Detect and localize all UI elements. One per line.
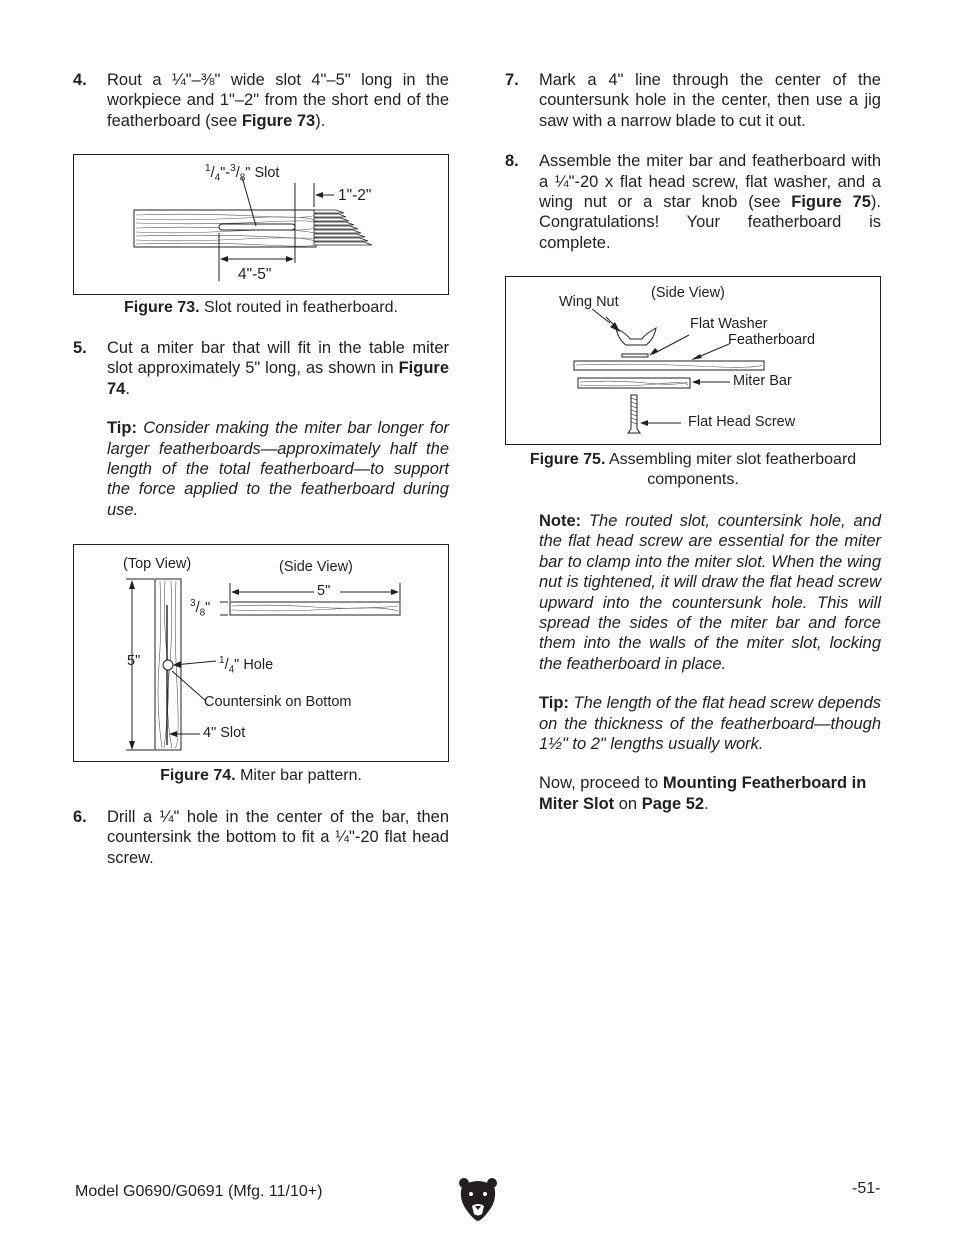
step-4: 4. Rout a ¼"–⅜" wide slot 4"–5" long in the workpiece and 1"–2" from the short end of the featherboard (see Figure 73). [73, 71, 449, 130]
note-label: Note: [539, 512, 582, 530]
hole-label: $^1/_4$" Hole [219, 655, 274, 676]
left-column-middle [73, 338, 449, 520]
slot-label: $^1/_4"-^3/_8$" Slot [205, 163, 280, 184]
tip-paragraph: Tip: Consider making the miter bar longer for larger featherboards—approximately half the length of the total featherboard—to support the force applied to the featherboard during use. [107, 419, 449, 519]
figure-reference: Figure 73 [241, 111, 316, 130]
side-view-label: (Side View) [651, 285, 725, 301]
figure-73 [73, 154, 449, 295]
step-number: 5. [73, 339, 87, 357]
thickness-label: $^3/_8$" [190, 598, 211, 619]
step-8: 8. Assemble the miter bar and featherboard with a ¼"-20 x flat head screw, flat washer, and a wing nut or a star knob (see Figure 75). Congratulations! Your featherboard is complete. [505, 152, 882, 252]
miter-bar-label: Miter Bar [733, 373, 792, 389]
figure-reference: Figure 75 [791, 193, 871, 212]
side-length-label: 5" [317, 583, 331, 599]
step-number: 4. [73, 71, 87, 89]
step-number: 8. [505, 152, 519, 171]
figure-73-caption: Figure 73. Slot routed in featherboard. [124, 299, 398, 316]
step-number: 6. [73, 808, 87, 826]
proceed-paragraph: Now, proceed to Mounting Featherboard in Miter Slot on Page 52. [539, 774, 867, 813]
figure-75 [505, 276, 881, 445]
length-label: 4"-5" [238, 266, 272, 283]
screw-label: Flat Head Screw [688, 414, 796, 430]
figure-74 [73, 544, 449, 762]
note-paragraph: Note: The routed slot, countersink hole, and the flat head screw are essential for the miter bar to clamp into the miter slot. When the wing nut is tightened, it will draw the flat head screw upward into the countersunk hole. This will spread the sides of the miter bar and force them into the walls of the miter slot, locking the featherboard in place. [539, 512, 881, 673]
page-number: -51- [852, 1180, 881, 1197]
right-column-bottom [505, 511, 881, 814]
tip-label: Tip: [107, 419, 137, 438]
countersink-label: Countersink on Bottom [204, 694, 352, 710]
page-link[interactable]: Page 52 [641, 794, 705, 813]
step-number: 7. [505, 71, 519, 89]
figure-75-caption: Figure 75. Assembling miter slot featherboard components. [529, 451, 857, 488]
bear-logo [458, 1176, 498, 1222]
right-column [505, 70, 881, 253]
side-view-label: (Side View) [279, 559, 353, 575]
left-column [73, 70, 449, 131]
footer-model: Model G0690/G0691 (Mfg. 11/10+) [75, 1183, 323, 1200]
figure-reference: Figure 74 [107, 359, 449, 398]
wing-nut-label: Wing Nut [559, 294, 619, 310]
top-view-label: (Top View) [123, 556, 192, 572]
featherboard-label: Featherboard [728, 332, 816, 348]
step-5: 5. Cut a miter bar that will fit in the table miter slot approximately 5" long, as shown in Figure 74. [73, 339, 449, 398]
distance-label: 1"-2" [338, 187, 372, 204]
flat-washer-label: Flat Washer [690, 316, 768, 332]
left-column-bottom [73, 807, 449, 868]
tip-label: Tip: [539, 694, 569, 713]
step-6: 6. Drill a ¼" hole in the center of the bar, then countersink the bottom to fit a ¼"-20 flat head screw. [73, 808, 449, 867]
section-link[interactable]: Mounting Featherboard in Miter Slot [539, 774, 867, 813]
slot-length-label: 4" Slot [203, 725, 246, 741]
figure-74-caption: Figure 74. Miter bar pattern. [160, 767, 362, 784]
top-length-label: 5" [127, 653, 141, 669]
step-7: 7. Mark a 4" line through the center of the countersunk hole in the center, then use a jig saw with a narrow blade to cut it out. [505, 71, 881, 130]
tip-paragraph: Tip: The length of the flat head screw depends on the thickness of the featherboard—though 1½" to 2" lengths usually work. [539, 694, 881, 754]
